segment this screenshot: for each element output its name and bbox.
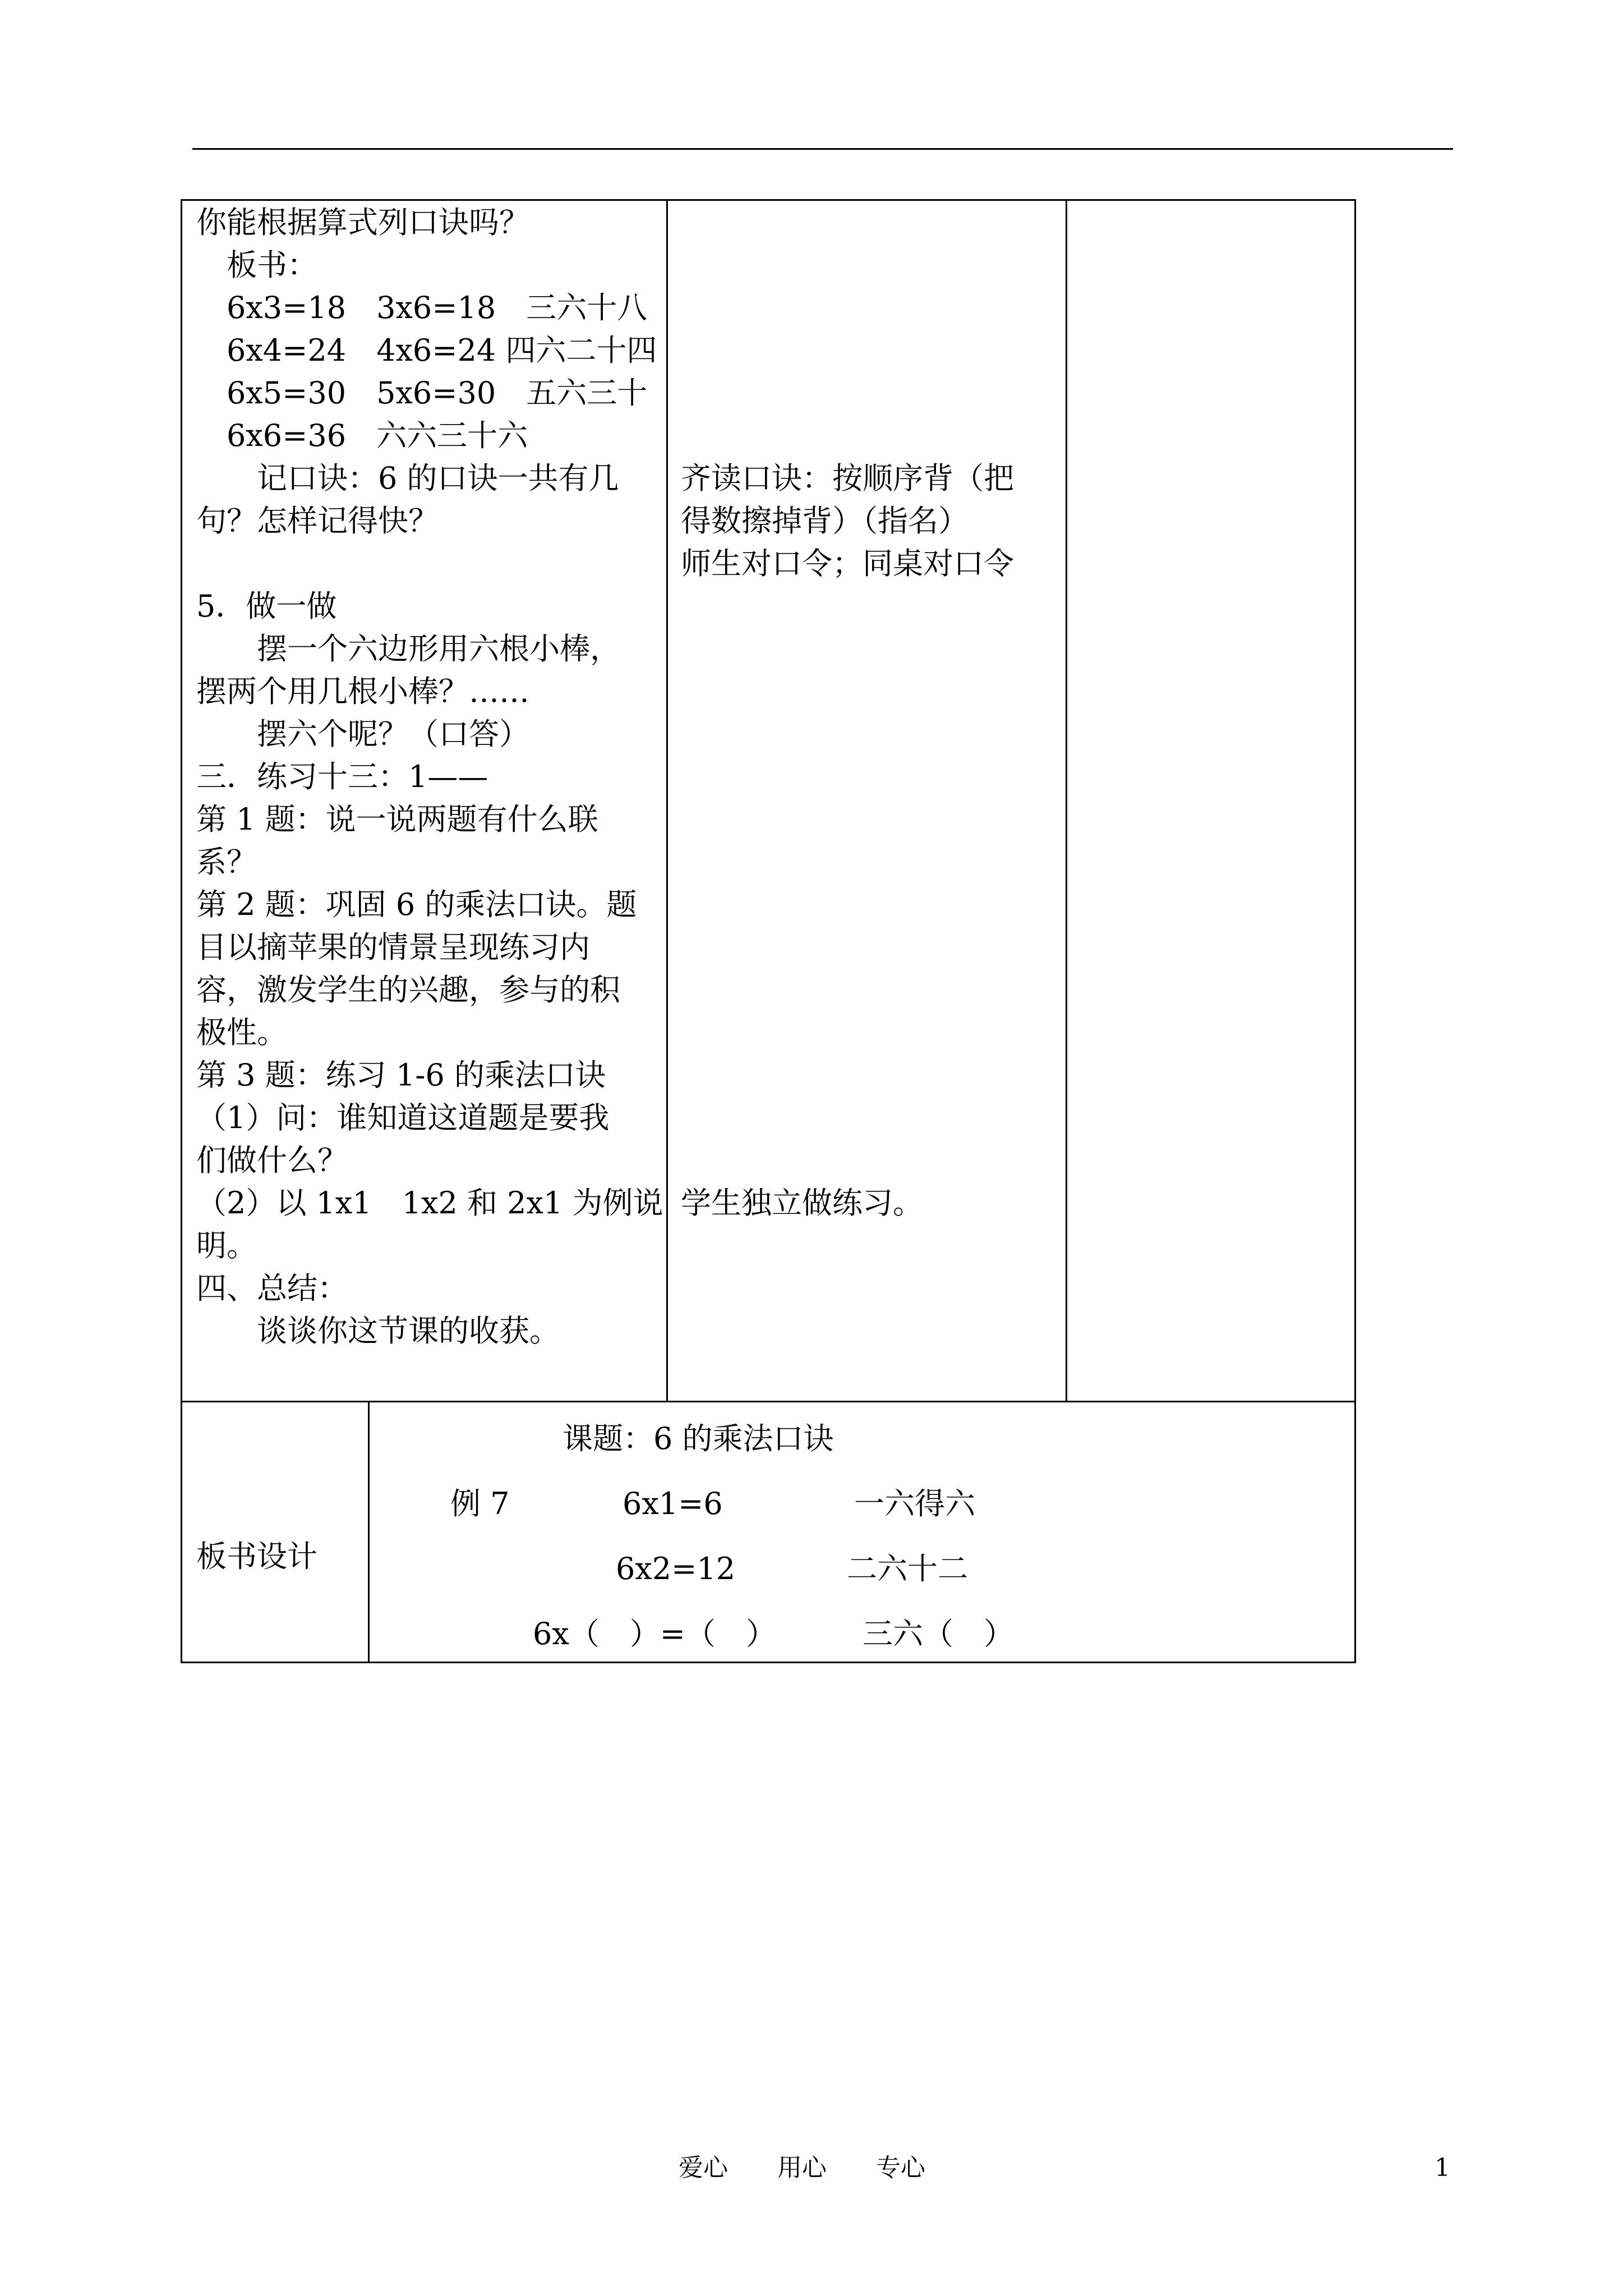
text-line: 摆六个呢？（口答）: [196, 716, 529, 752]
column-divider-right: [1066, 199, 1067, 1402]
equation: 6x1=6: [623, 1486, 723, 1521]
rhyme: 一六得六: [854, 1486, 975, 1521]
text-line: （1）问：谁知道这道题是要我: [196, 1100, 610, 1135]
text-line: 得数擦掉背）（指名）: [681, 503, 969, 539]
text-line: 们做什么？: [196, 1143, 348, 1178]
footer-motto: 爱心 用心 专心: [679, 2154, 925, 2182]
equation: 6x（ ）=（ ）: [533, 1616, 777, 1651]
text-line: 齐读口诀：按顺序背（把: [681, 461, 1014, 496]
column-divider-left: [666, 199, 668, 1402]
rhyme: 二六十二: [847, 1551, 968, 1586]
equation: 6x2=12: [616, 1551, 736, 1586]
example-label: 例 7: [450, 1486, 510, 1521]
text-line: 极性。: [196, 1015, 287, 1050]
text-line: 目以摘苹果的情景呈现练习内: [196, 930, 590, 965]
text-line: 5．做一做: [196, 588, 337, 624]
board-label-divider: [368, 1401, 370, 1663]
text-line: 容，激发学生的兴趣，参与的积: [196, 972, 620, 1007]
text-line: 6x6=36 六六三十六: [196, 418, 528, 453]
text-line: （2）以 1x1 1x2 和 2x1 为例说: [196, 1185, 663, 1221]
text-line: 摆两个用几根小棒？……: [196, 674, 529, 709]
text-line: 明。: [196, 1228, 257, 1263]
rhyme: 三六（ ）: [863, 1616, 1014, 1651]
board-title: 课题：6 的乘法口诀: [562, 1421, 834, 1456]
text-line: 第 3 题：练习 1-6 的乘法口诀: [196, 1057, 606, 1093]
text-line: 摆一个六边形用六根小棒，: [196, 631, 620, 666]
text-line: 三．练习十三：1——: [196, 759, 488, 794]
row-divider: [181, 1401, 1356, 1402]
text-line: 6x5=30 5x6=30 五六三十: [196, 375, 648, 411]
text-line: 6x3=18 3x6=18 三六十八: [196, 290, 648, 325]
text-line: 四、总结：: [196, 1271, 348, 1306]
text-line: 系？: [196, 844, 257, 880]
text-line: 谈谈你这节课的收获。: [196, 1313, 560, 1349]
page-number: 1: [1435, 2154, 1450, 2182]
text-line: 记口诀：6 的口诀一共有几: [196, 461, 619, 496]
text-line: 句？怎样记得快？: [196, 503, 439, 539]
text-line: 学生独立做练习。: [681, 1185, 923, 1221]
text-line: 6x4=24 4x6=24 四六二十四: [196, 333, 657, 368]
text-line: 第 2 题：巩固 6 的乘法口诀。题: [196, 887, 637, 922]
text-line: 师生对口令；同桌对口令: [681, 546, 1014, 581]
board-design-label: 板书设计: [196, 1539, 317, 1574]
text-line: 板书：: [196, 247, 317, 283]
text-line: 你能根据算式列口诀吗？: [196, 205, 529, 240]
text-line: 第 1 题：说一说两题有什么联: [196, 802, 598, 837]
header-rule: [192, 148, 1453, 150]
